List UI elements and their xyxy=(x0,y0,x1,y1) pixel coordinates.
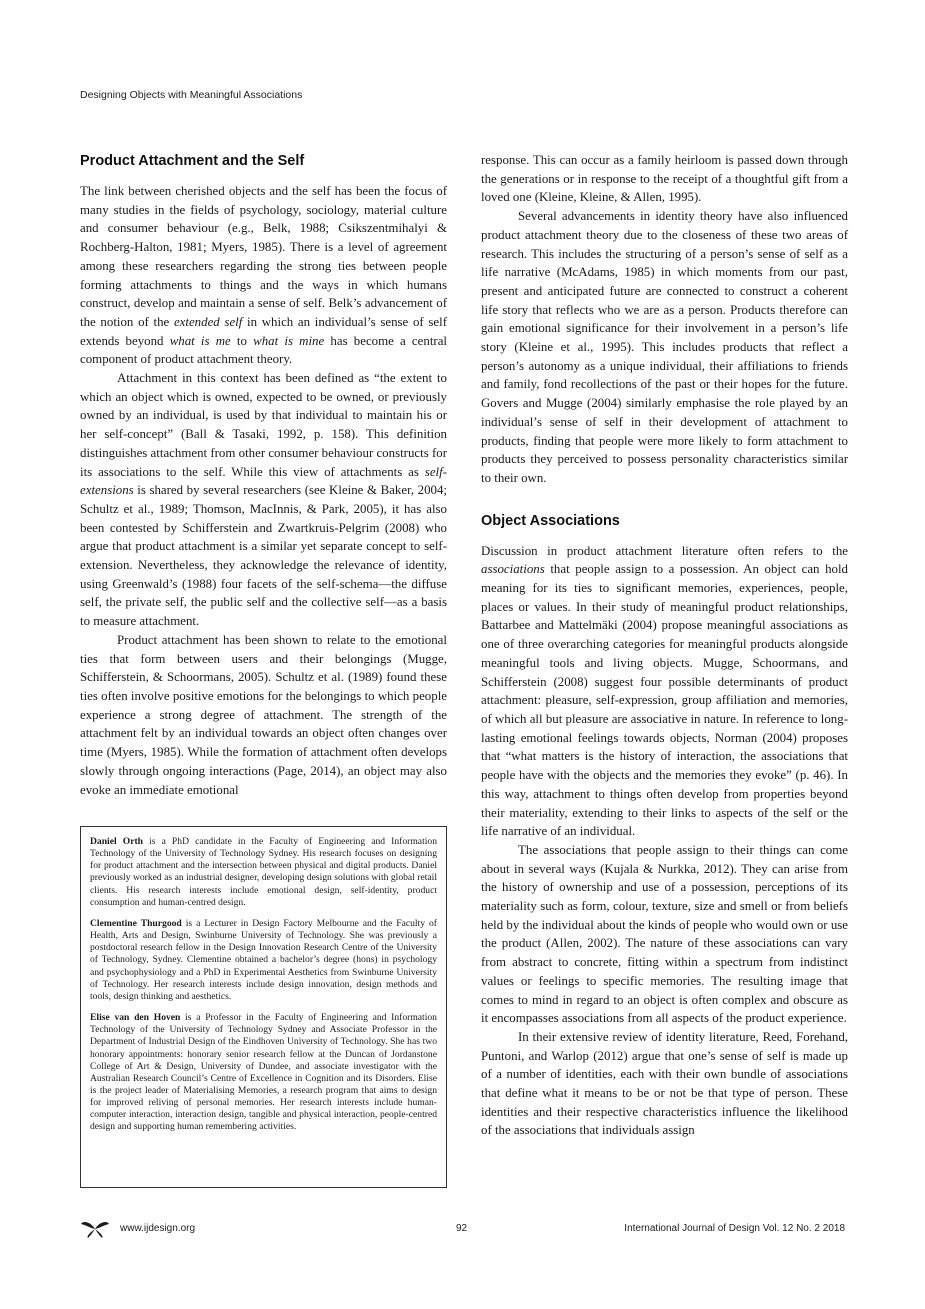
italic-term: what is mine xyxy=(253,333,325,348)
italic-term: what is me xyxy=(169,333,231,348)
section-heading-product-attachment: Product Attachment and the Self xyxy=(80,153,305,169)
paragraph-3: Product attachment has been shown to relate to the emotional ties that form between users and their belongings (Mugge, Schifferstein, & Schoormans, 2005). Schultz et al. (1989) found these ties often involve positive emotions for the belongings to which people experience a strong degree of attachment. The strength of the attachment felt by an individual towards an object often changes over time (Myers, 1985). While the formation of attachment often develops slowly through ongoing interactions (Page, 2014), an object may also evoke an immediate emotional xyxy=(80,632,447,797)
text-run: in which an individual’s sense of self extends beyond xyxy=(80,314,447,348)
author-name: Elise van den Hoven xyxy=(90,1012,181,1024)
journal-website: www.ijdesign.org xyxy=(120,1223,196,1234)
paragraph-7: The associations that people assign to their things can come about in several ways (Kujala & Nurkka, 2012). They can arise from the history of ownership and use of a possession, perceptions of its materiality such as form, colour, texture, size and smell or from beliefs held by the individual about the kinds of people who would own or use the product (Allen, 2002). The nature of these associations can vary from abstract to concrete, fitting within a spectrum from indistinct values or feelings to specific memories. The resulting image that comes to mind in regard to an object is often complex and obscure as it encompasses associations from all aspects of the product experience. xyxy=(481,842,848,1026)
paragraph-6 xyxy=(481,542,848,841)
author-bio-text: is a Lecturer in Design Factory Melbourne and the Faculty of Health, Arts and Design, Swinburne University of Technology. She was previously a postdoctoral research fellow in the Design Innovation Research Centre of the University of Technology, Sydney. Clementine obtained a bachelor’s degree (hons) in psychology and psychophysiology and a PhD in Experimental Aesthetics from Swinburne University of Technology. Her research interests include design innovation, design methods and tools, design thinking and aesthetics. xyxy=(90,917,437,1002)
paragraph-2 xyxy=(80,369,447,631)
text-run: Attachment in this context has been defined as “the extent to which an object which is owned, expected to be owned, or previously owned by an individual, is used by that individual to maintain his or her self-concept” (Ball & Tasaki, 1992, p. 158). This definition distinguishes attachment from other consumer behaviour constructs for its associations to the self. While this view of attachments as xyxy=(80,371,447,479)
running-head: Designing Objects with Meaningful Associations xyxy=(80,89,303,101)
author-bio xyxy=(90,918,437,1003)
paragraph-4: response. This can occur as a family heirloom is passed down through the generations or in response to the receipt of a thoughtful gift from a loved one (Kleine, Kleine, & Allen, 1995). xyxy=(481,153,848,205)
italic-term: associations xyxy=(481,562,545,577)
author-bio-box xyxy=(80,826,447,1188)
paragraph-1 xyxy=(80,182,447,369)
italic-term: extended self xyxy=(173,314,243,329)
author-bio xyxy=(90,1012,437,1134)
right-column xyxy=(481,151,848,1140)
text-run: Discussion in product attachment literature often refers to the xyxy=(481,543,848,558)
italic-term: self-extensions xyxy=(80,464,447,498)
text-run: that people assign to a possession. An object can hold meaning for its ties to significant memories, experiences, people, places or values. In their study of meaningful product relationships, Battarbee and Mattelmäki (2004) propose meaningful associations as one of three overarching categories for meaningful products alongside meaningful tools and living objects. Mugge, Schoormans, and Schifferstein (2008) suggest four possible determinants of product attachment: pleasure, self-expression, group affiliation and memories, of which all but pleasure are associative in nature. In reference to long-lasting emotional feelings towards objects, Norman (2004) proposes that “what matters is the history of interaction, the associations that people have with the objects and the memories they evoke” (p. 46). In this way, attachment to things often develop from properties beyond their materiality, extending to their links to aspects of the self or the life narrative of an individual. xyxy=(481,562,848,839)
text-run: The link between cherished objects and the self has been the focus of many studies in the fields of psychology, sociology, material culture and consumer behaviour (e.g., Belk, 1988; Csikszentmihalyi & Rochberg-Halton, 1981; Myers, 1985). There is a level of agreement among these researchers regarding the strong ties between people forming attachments to things and the ways in which humans construct, develop and maintain a sense of self. Belk’s advancement of the notion of the xyxy=(80,184,447,329)
author-bio-text: is a Professor in the Faculty of Engineering and Information Technology of the University of Technology Sydney and Associate Professor in the Department of Industrial Design of the Eindhoven University of Technology. She has two honorary appointments: honorary senior research fellow at the Duncan of Jordanstone College of Art & Design, University of Dundee, and associate investigator with the Australian Research Council’s Centre of Excellence in Cognition and its Disorders. Elise is the project leader of Materialising Memories, a research program that aims to design for improved reliving of personal memories. Her research interests include human-computer interaction, interaction design, tangible and physical interaction, people-centred design and supporting human remembering activities. xyxy=(90,1012,437,1133)
page-number: 92 xyxy=(456,1223,468,1234)
butterfly-logo-icon xyxy=(80,1220,110,1238)
paragraph-5: Several advancements in identity theory have also influenced product attachment theory due to the closeness of these two areas of research. This includes the structuring of a person’s sense of self as a life narrative (McAdams, 1985) in which moments from our past, present and anticipated future are connected to construct a coherent life story that reflects who we are as a person. Products therefore can gain emotional significance for their involvement in a person’s life story (Kleine et al., 1995). This includes products that reflect a person’s autonomy as a unique individual, their affiliations to friends and family, fond recollections of the past or their hopes for the future. Govers and Mugge (2004) similarly emphasise the role played by an individual’s sense of self in their development of attachment to products, finding that people were more likely to form attachment to products they perceived to possess personality characteristics similar to their own. xyxy=(481,209,848,485)
journal-citation: International Journal of Design Vol. 12 No. 2 2018 xyxy=(624,1223,845,1234)
author-bio-text: is a PhD candidate in the Faculty of Engineering and Information Technology of the University of Technology Sydney. His research focuses on designing for product attachment and the intersection between physical and digital products. Daniel previously worked as an industrial designer, developing design solutions with global retail clients. His research interests include emotional design, self-identity, product consumption and human-centred design. xyxy=(90,836,437,908)
left-column xyxy=(80,151,447,799)
text-run: is shared by several researchers (see Kleine & Baker, 2004; Schultz et al., 1989; Thomson, MacInnis, & Park, 2005), it has also been contested by Schifferstein and Zwartkruis-Pelgrim (2008) who argue that product attachment is a similar yet separate concept to self-extension. Nevertheless, they acknowledge the relevance of identity, using Greenwald’s (1988) four facets of the self-schema—the diffuse self, the private self, the public self and the collective self—as a basis to measure attachment. xyxy=(80,483,447,629)
text-run: to xyxy=(230,333,254,348)
author-bio xyxy=(90,836,437,909)
section-heading-object-associations: Object Associations xyxy=(481,512,620,529)
author-name: Clementine Thurgood xyxy=(90,917,182,929)
section-spacer xyxy=(481,488,848,511)
text-run: has become a central component of product attachment theory. xyxy=(80,333,447,367)
author-name: Daniel Orth xyxy=(90,836,143,847)
page-footer xyxy=(80,1220,845,1240)
paragraph-8: In their extensive review of identity literature, Reed, Forehand, Puntoni, and Warlop (2012) argue that one’s sense of self is made up of a number of identities, each with their own bundle of associations that define what it means to be or not be that type of person. These identities and their respective characteristics influence the likelihood of the associations that individuals assign xyxy=(481,1029,848,1138)
